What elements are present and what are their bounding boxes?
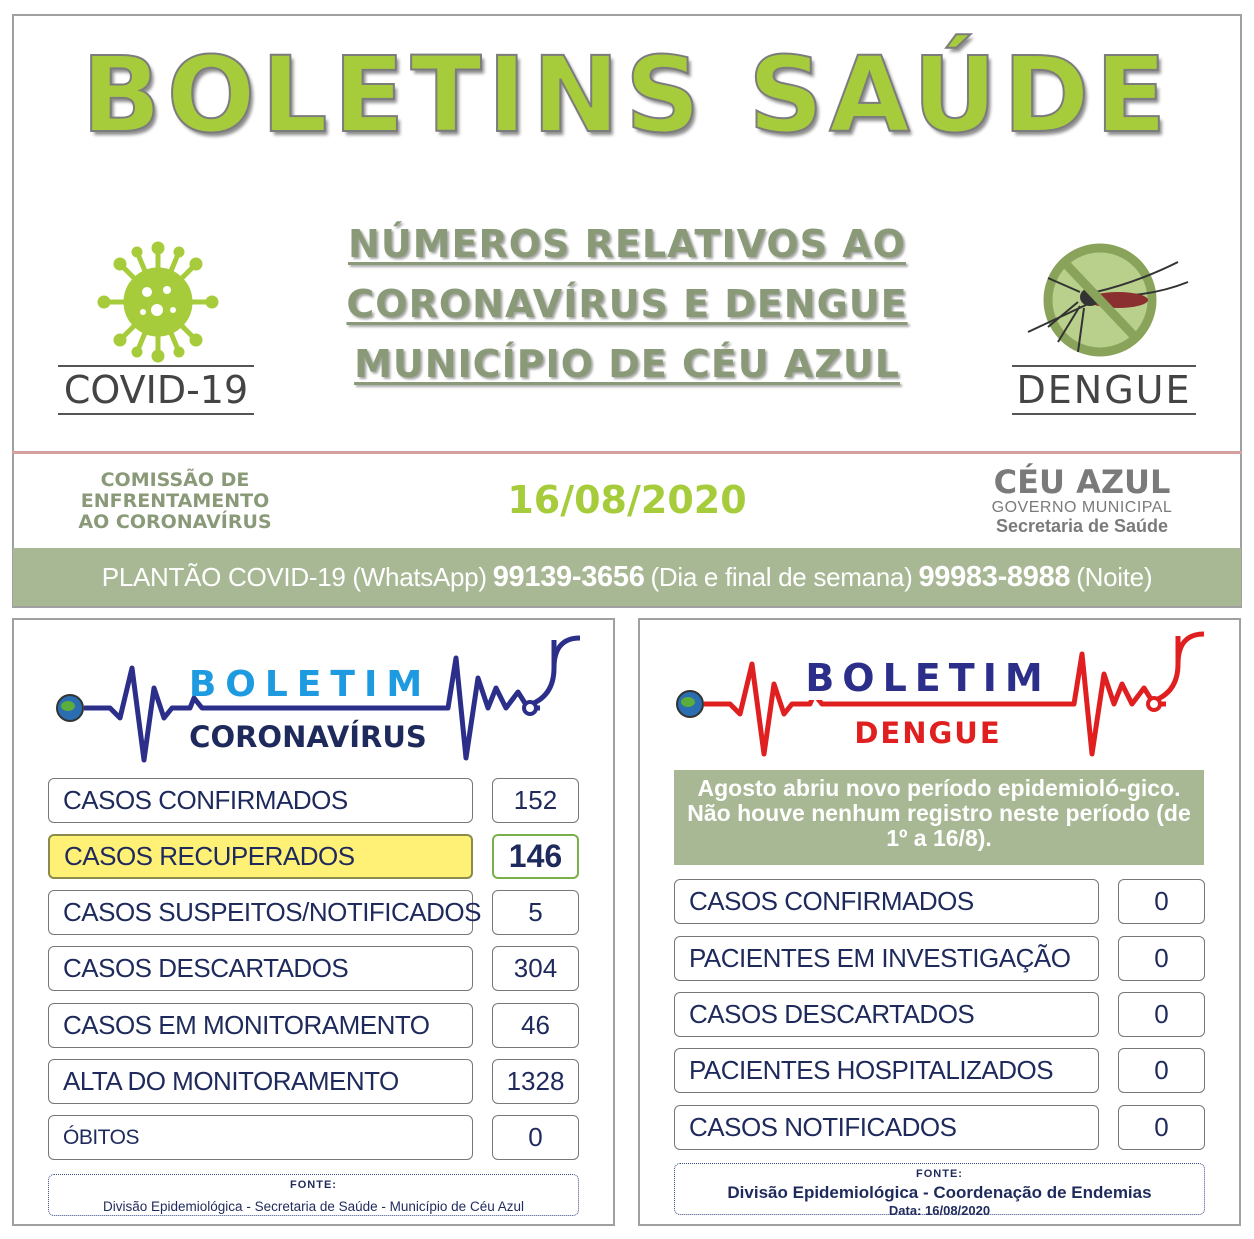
dengue-line-top	[1012, 365, 1196, 367]
covid-line-bottom	[58, 413, 254, 415]
covid-logo-top: BOLETIM	[188, 664, 432, 705]
dengue-fonte-box	[674, 1163, 1205, 1218]
subtitle-line-1: NÚMEROS RELATIVOS AO	[348, 222, 906, 266]
dengue-value-descartados: 0	[1118, 992, 1205, 1037]
subtitle-line-2: CORONAVÍRUS E DENGUE	[346, 282, 908, 326]
comissao-line-2: ENFRENTAMENTO	[80, 490, 270, 512]
covid-value-obitos: 0	[492, 1115, 579, 1160]
covid-value-descartados: 304	[492, 946, 579, 991]
dengue-fonte-date: Data: 16/08/2020	[888, 1203, 991, 1218]
plantao-prefix: PLANTÃO COVID-19 (WhatsApp)	[101, 561, 487, 592]
plantao-phone-night: 99983-8988	[918, 560, 1071, 593]
dengue-row-descartados: CASOS DESCARTADOS	[674, 992, 1099, 1037]
covid-row-suspeitos: CASOS SUSPEITOS/NOTIFICADOS	[48, 890, 473, 935]
main-title: BOLETINS SAÚDE	[81, 34, 1173, 156]
dengue-note: Agosto abriu novo período epidemioló-gico. Não houve nenhum registro neste período (de 1º a 16/8).	[674, 770, 1204, 865]
covid-value-confirmados: 152	[492, 778, 579, 823]
dengue-value-confirmados: 0	[1118, 879, 1205, 924]
comissao-logo	[60, 470, 290, 533]
ceu-azul-logo	[960, 465, 1204, 536]
comissao-line-1: COMISSÃO DE	[100, 469, 250, 491]
dengue-row-confirmados: CASOS CONFIRMADOS	[674, 879, 1099, 924]
covid-fonte-box	[48, 1174, 579, 1216]
dengue-row-hospitalizados: PACIENTES HOSPITALIZADOS	[674, 1048, 1099, 1093]
plantao-phone-day: 99139-3656	[492, 560, 645, 593]
dengue-value-notificados: 0	[1118, 1105, 1205, 1150]
dengue-row-investigacao: PACIENTES EM INVESTIGAÇÃO	[674, 936, 1099, 981]
dengue-line-bottom	[1012, 413, 1196, 415]
covid-row-descartados: CASOS DESCARTADOS	[48, 946, 473, 991]
covid-value-suspeitos: 5	[492, 890, 579, 935]
dengue-value-hospitalizados: 0	[1118, 1048, 1205, 1093]
covid-fonte-title: FONTE:	[286, 1179, 341, 1191]
covid-value-alta: 1328	[492, 1059, 579, 1104]
dengue-logo-top: BOLETIM	[800, 656, 1056, 700]
dengue-label: DENGUE	[1016, 368, 1192, 412]
virus-icon	[95, 240, 221, 364]
covid-logo-bottom: CORONAVÍRUS	[180, 720, 436, 754]
covid-value-recuperados: 146	[492, 834, 579, 879]
covid-row-alta: ALTA DO MONITORAMENTO	[48, 1059, 473, 1104]
subtitle-line-3: MUNICÍPIO DE CÉU AZUL	[354, 342, 900, 386]
covid-row-obitos: ÓBITOS	[48, 1115, 473, 1160]
city-name: CÉU AZUL	[993, 463, 1171, 501]
gov-label: GOVERNO MUNICIPAL	[991, 499, 1173, 516]
plantao-bar	[13, 548, 1241, 606]
covid-line-top	[58, 365, 254, 367]
covid-row-confirmados: CASOS CONFIRMADOS	[48, 778, 473, 823]
dengue-fonte-title: FONTE:	[912, 1168, 967, 1180]
header-divider	[12, 451, 1242, 454]
plantao-day-note: (Dia e final de semana)	[650, 561, 913, 592]
dengue-value-investigacao: 0	[1118, 936, 1205, 981]
covid-label: COVID-19	[63, 368, 249, 412]
secretaria-label: Secretaria de Saúde	[995, 516, 1169, 536]
report-date: 16/08/2020	[507, 478, 747, 522]
covid-value-monitoramento: 46	[492, 1003, 579, 1048]
covid-fonte-text: Divisão Epidemiológica - Secretaria de Saúde - Município de Céu Azul	[103, 1199, 524, 1214]
stethoscope-icon	[1148, 698, 1160, 710]
covid-row-monitoramento: CASOS EM MONITORAMENTO	[48, 1003, 473, 1048]
no-mosquito-icon	[1018, 242, 1190, 362]
comissao-line-3: AO CORONAVÍRUS	[78, 511, 272, 533]
plantao-night-note: (Noite)	[1076, 561, 1153, 592]
covid-row-recuperados: CASOS RECUPERADOS	[48, 834, 473, 879]
stethoscope-icon	[524, 702, 536, 714]
dengue-fonte-text: Divisão Epidemiológica - Coordenação de Endemias	[727, 1183, 1152, 1202]
dengue-logo-bottom: DENGUE	[834, 716, 1022, 750]
dengue-row-notificados: CASOS NOTIFICADOS	[674, 1105, 1099, 1150]
